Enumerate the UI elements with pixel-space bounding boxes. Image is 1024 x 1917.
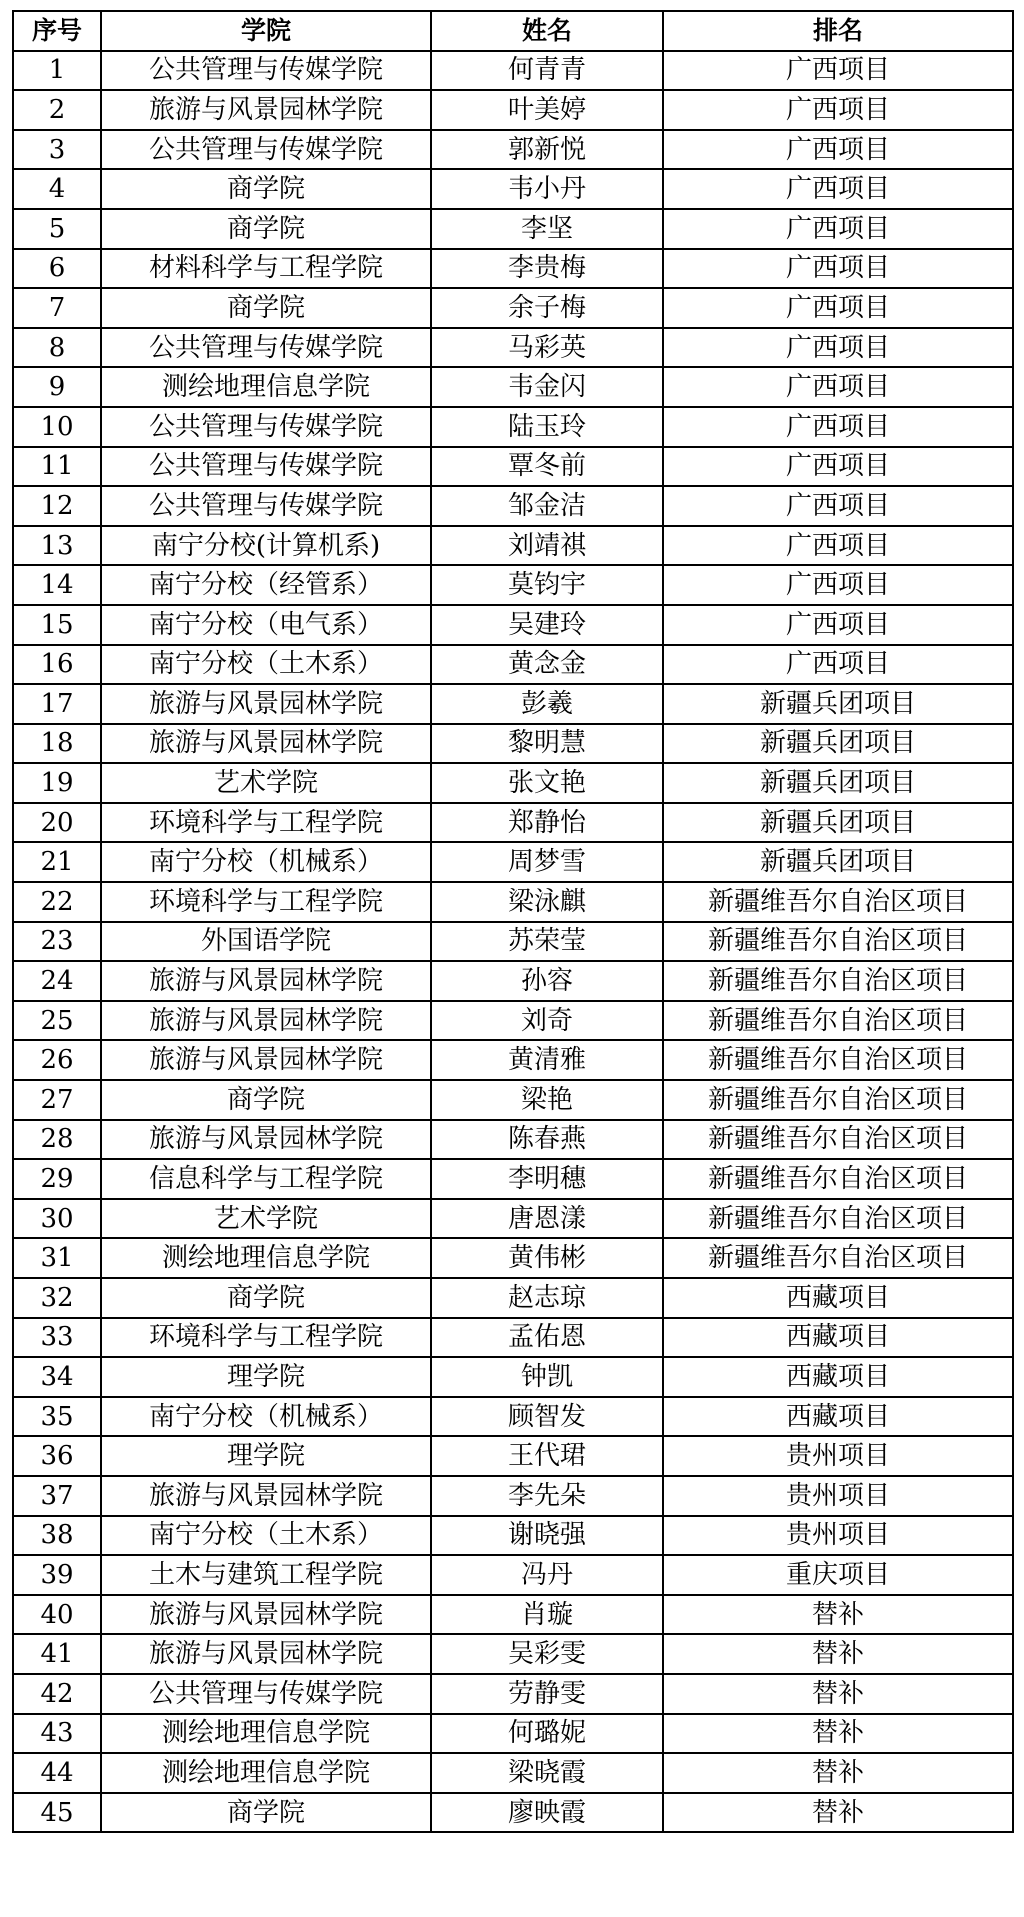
header-row (13, 11, 1013, 51)
cell-index: 5 (13, 209, 101, 249)
cell-index: 7 (13, 288, 101, 328)
table-row (13, 1238, 1013, 1278)
cell-index: 4 (13, 169, 101, 209)
cell-college: 旅游与风景园林学院 (101, 961, 431, 1001)
cell-name: 唐恩漾 (431, 1199, 663, 1239)
cell-college: 公共管理与传媒学院 (101, 486, 431, 526)
cell-name: 李先朵 (431, 1476, 663, 1516)
cell-index: 19 (13, 763, 101, 803)
cell-index: 21 (13, 842, 101, 882)
cell-index: 14 (13, 565, 101, 605)
table-row (13, 1199, 1013, 1239)
cell-name: 劳静雯 (431, 1674, 663, 1714)
cell-name: 黄伟彬 (431, 1238, 663, 1278)
table-row (13, 1674, 1013, 1714)
table-row (13, 1714, 1013, 1754)
cell-college: 商学院 (101, 1793, 431, 1833)
cell-index: 22 (13, 882, 101, 922)
cell-college: 旅游与风景园林学院 (101, 1040, 431, 1080)
cell-name: 郭新悦 (431, 130, 663, 170)
cell-index: 6 (13, 249, 101, 289)
cell-name: 谢晓强 (431, 1516, 663, 1556)
table-row (13, 367, 1013, 407)
cell-college: 公共管理与传媒学院 (101, 130, 431, 170)
cell-name: 莫钧宇 (431, 565, 663, 605)
table-row (13, 447, 1013, 487)
cell-index: 28 (13, 1120, 101, 1160)
table-row (13, 1040, 1013, 1080)
cell-college: 外国语学院 (101, 922, 431, 962)
table-row (13, 1080, 1013, 1120)
cell-rank: 广西项目 (663, 249, 1013, 289)
cell-name: 周梦雪 (431, 842, 663, 882)
cell-name: 孟佑恩 (431, 1318, 663, 1358)
table-row (13, 763, 1013, 803)
cell-name: 余子梅 (431, 288, 663, 328)
cell-index: 13 (13, 526, 101, 566)
cell-name: 梁艳 (431, 1080, 663, 1120)
cell-rank: 新疆兵团项目 (663, 684, 1013, 724)
cell-name: 赵志琼 (431, 1278, 663, 1318)
cell-rank: 西藏项目 (663, 1397, 1013, 1437)
table-row (13, 209, 1013, 249)
cell-name: 陈春燕 (431, 1120, 663, 1160)
cell-college: 信息科学与工程学院 (101, 1159, 431, 1199)
table-row (13, 1595, 1013, 1635)
roster-table (12, 10, 1014, 1833)
cell-college: 艺术学院 (101, 763, 431, 803)
cell-name: 张文艳 (431, 763, 663, 803)
cell-rank: 广西项目 (663, 407, 1013, 447)
cell-index: 23 (13, 922, 101, 962)
cell-rank: 西藏项目 (663, 1318, 1013, 1358)
cell-rank: 新疆维吾尔自治区项目 (663, 1001, 1013, 1041)
cell-name: 黄清雅 (431, 1040, 663, 1080)
cell-name: 覃冬前 (431, 447, 663, 487)
cell-name: 廖映霞 (431, 1793, 663, 1833)
cell-rank: 重庆项目 (663, 1555, 1013, 1595)
cell-college: 南宁分校(计算机系) (101, 526, 431, 566)
cell-rank: 广西项目 (663, 169, 1013, 209)
cell-college: 南宁分校（土木系） (101, 645, 431, 685)
cell-name: 李坚 (431, 209, 663, 249)
table-row (13, 922, 1013, 962)
cell-college: 南宁分校（机械系） (101, 1397, 431, 1437)
cell-index: 45 (13, 1793, 101, 1833)
cell-index: 17 (13, 684, 101, 724)
cell-college: 南宁分校（土木系） (101, 1516, 431, 1556)
cell-rank: 广西项目 (663, 367, 1013, 407)
table-row (13, 1357, 1013, 1397)
cell-index: 41 (13, 1634, 101, 1674)
cell-name: 梁晓霞 (431, 1753, 663, 1793)
cell-index: 3 (13, 130, 101, 170)
cell-college: 公共管理与传媒学院 (101, 328, 431, 368)
cell-rank: 广西项目 (663, 605, 1013, 645)
cell-index: 38 (13, 1516, 101, 1556)
cell-college: 理学院 (101, 1436, 431, 1476)
table-row (13, 526, 1013, 566)
cell-college: 旅游与风景园林学院 (101, 724, 431, 764)
cell-rank: 广西项目 (663, 209, 1013, 249)
cell-college: 商学院 (101, 209, 431, 249)
cell-rank: 广西项目 (663, 565, 1013, 605)
cell-index: 12 (13, 486, 101, 526)
cell-rank: 广西项目 (663, 526, 1013, 566)
table-row (13, 645, 1013, 685)
cell-college: 旅游与风景园林学院 (101, 1595, 431, 1635)
cell-college: 测绘地理信息学院 (101, 1753, 431, 1793)
cell-college: 环境科学与工程学院 (101, 803, 431, 843)
cell-name: 郑静怡 (431, 803, 663, 843)
cell-name: 梁泳麒 (431, 882, 663, 922)
cell-index: 11 (13, 447, 101, 487)
cell-rank: 新疆维吾尔自治区项目 (663, 922, 1013, 962)
cell-index: 2 (13, 90, 101, 130)
cell-index: 20 (13, 803, 101, 843)
cell-name: 彭羲 (431, 684, 663, 724)
cell-college: 公共管理与传媒学院 (101, 1674, 431, 1714)
cell-index: 37 (13, 1476, 101, 1516)
table-row (13, 1120, 1013, 1160)
table-header (13, 11, 1013, 51)
cell-name: 吴彩雯 (431, 1634, 663, 1674)
cell-name: 钟凯 (431, 1357, 663, 1397)
table-row (13, 1555, 1013, 1595)
cell-college: 旅游与风景园林学院 (101, 1001, 431, 1041)
cell-rank: 西藏项目 (663, 1357, 1013, 1397)
cell-index: 39 (13, 1555, 101, 1595)
cell-index: 25 (13, 1001, 101, 1041)
cell-name: 陆玉玲 (431, 407, 663, 447)
table-row (13, 90, 1013, 130)
cell-name: 王代珺 (431, 1436, 663, 1476)
table-row (13, 882, 1013, 922)
table-row (13, 249, 1013, 289)
cell-index: 26 (13, 1040, 101, 1080)
header-index: 序号 (13, 11, 101, 51)
table-row (13, 961, 1013, 1001)
cell-name: 黎明慧 (431, 724, 663, 764)
cell-rank: 新疆维吾尔自治区项目 (663, 1238, 1013, 1278)
table-row (13, 1159, 1013, 1199)
cell-rank: 替补 (663, 1595, 1013, 1635)
cell-college: 南宁分校（电气系） (101, 605, 431, 645)
cell-index: 18 (13, 724, 101, 764)
table-row (13, 684, 1013, 724)
table-row (13, 1001, 1013, 1041)
cell-college: 商学院 (101, 288, 431, 328)
cell-index: 30 (13, 1199, 101, 1239)
cell-college: 测绘地理信息学院 (101, 1714, 431, 1754)
cell-index: 34 (13, 1357, 101, 1397)
cell-index: 27 (13, 1080, 101, 1120)
cell-index: 15 (13, 605, 101, 645)
cell-college: 材料科学与工程学院 (101, 249, 431, 289)
cell-college: 环境科学与工程学院 (101, 882, 431, 922)
cell-rank: 替补 (663, 1634, 1013, 1674)
cell-college: 测绘地理信息学院 (101, 1238, 431, 1278)
table-row (13, 1793, 1013, 1833)
cell-rank: 新疆维吾尔自治区项目 (663, 1040, 1013, 1080)
cell-rank: 贵州项目 (663, 1516, 1013, 1556)
cell-rank: 新疆兵团项目 (663, 803, 1013, 843)
cell-name: 苏荣莹 (431, 922, 663, 962)
cell-rank: 广西项目 (663, 645, 1013, 685)
cell-name: 叶美婷 (431, 90, 663, 130)
cell-college: 旅游与风景园林学院 (101, 1120, 431, 1160)
cell-rank: 新疆维吾尔自治区项目 (663, 1159, 1013, 1199)
cell-name: 刘靖祺 (431, 526, 663, 566)
cell-rank: 西藏项目 (663, 1278, 1013, 1318)
cell-rank: 新疆维吾尔自治区项目 (663, 882, 1013, 922)
roster-sheet (12, 10, 1014, 1833)
cell-rank: 替补 (663, 1793, 1013, 1833)
cell-rank: 广西项目 (663, 486, 1013, 526)
cell-college: 公共管理与传媒学院 (101, 447, 431, 487)
cell-college: 土木与建筑工程学院 (101, 1555, 431, 1595)
cell-college: 公共管理与传媒学院 (101, 51, 431, 91)
cell-index: 36 (13, 1436, 101, 1476)
cell-rank: 广西项目 (663, 328, 1013, 368)
cell-index: 1 (13, 51, 101, 91)
header-name: 姓名 (431, 11, 663, 51)
table-row (13, 1476, 1013, 1516)
table-row (13, 51, 1013, 91)
cell-name: 何璐妮 (431, 1714, 663, 1754)
cell-index: 44 (13, 1753, 101, 1793)
cell-index: 29 (13, 1159, 101, 1199)
cell-college: 理学院 (101, 1357, 431, 1397)
cell-college: 测绘地理信息学院 (101, 367, 431, 407)
table-row (13, 724, 1013, 764)
cell-name: 韦小丹 (431, 169, 663, 209)
table-row (13, 605, 1013, 645)
cell-name: 韦金闪 (431, 367, 663, 407)
table-row (13, 565, 1013, 605)
cell-college: 商学院 (101, 1278, 431, 1318)
cell-index: 33 (13, 1318, 101, 1358)
cell-rank: 新疆维吾尔自治区项目 (663, 961, 1013, 1001)
cell-index: 24 (13, 961, 101, 1001)
cell-name: 李明穗 (431, 1159, 663, 1199)
header-rank: 排名 (663, 11, 1013, 51)
table-row (13, 1634, 1013, 1674)
table-body (13, 51, 1013, 1833)
cell-index: 31 (13, 1238, 101, 1278)
table-row (13, 1436, 1013, 1476)
cell-rank: 贵州项目 (663, 1436, 1013, 1476)
cell-name: 马彩英 (431, 328, 663, 368)
table-row (13, 1278, 1013, 1318)
cell-rank: 广西项目 (663, 130, 1013, 170)
table-row (13, 842, 1013, 882)
cell-name: 邹金洁 (431, 486, 663, 526)
cell-college: 旅游与风景园林学院 (101, 684, 431, 724)
cell-college: 南宁分校（机械系） (101, 842, 431, 882)
header-college: 学院 (101, 11, 431, 51)
cell-index: 43 (13, 1714, 101, 1754)
cell-index: 9 (13, 367, 101, 407)
table-row (13, 486, 1013, 526)
cell-rank: 广西项目 (663, 447, 1013, 487)
cell-college: 环境科学与工程学院 (101, 1318, 431, 1358)
cell-rank: 新疆维吾尔自治区项目 (663, 1199, 1013, 1239)
cell-index: 16 (13, 645, 101, 685)
cell-index: 32 (13, 1278, 101, 1318)
cell-index: 40 (13, 1595, 101, 1635)
cell-name: 黄念金 (431, 645, 663, 685)
table-row (13, 407, 1013, 447)
cell-index: 10 (13, 407, 101, 447)
cell-rank: 广西项目 (663, 51, 1013, 91)
cell-rank: 新疆维吾尔自治区项目 (663, 1120, 1013, 1160)
cell-rank: 替补 (663, 1753, 1013, 1793)
cell-name: 刘奇 (431, 1001, 663, 1041)
table-row (13, 328, 1013, 368)
cell-name: 李贵梅 (431, 249, 663, 289)
table-row (13, 803, 1013, 843)
cell-name: 孙容 (431, 961, 663, 1001)
cell-name: 肖璇 (431, 1595, 663, 1635)
cell-college: 商学院 (101, 1080, 431, 1120)
cell-rank: 新疆维吾尔自治区项目 (663, 1080, 1013, 1120)
cell-rank: 新疆兵团项目 (663, 842, 1013, 882)
cell-index: 35 (13, 1397, 101, 1437)
table-row (13, 130, 1013, 170)
cell-name: 何青青 (431, 51, 663, 91)
cell-college: 公共管理与传媒学院 (101, 407, 431, 447)
cell-college: 艺术学院 (101, 1199, 431, 1239)
cell-rank: 新疆兵团项目 (663, 763, 1013, 803)
table-row (13, 288, 1013, 328)
cell-name: 冯丹 (431, 1555, 663, 1595)
cell-college: 商学院 (101, 169, 431, 209)
cell-college: 旅游与风景园林学院 (101, 1634, 431, 1674)
cell-rank: 贵州项目 (663, 1476, 1013, 1516)
cell-college: 南宁分校（经管系） (101, 565, 431, 605)
cell-rank: 广西项目 (663, 90, 1013, 130)
cell-rank: 替补 (663, 1714, 1013, 1754)
cell-index: 8 (13, 328, 101, 368)
table-row (13, 169, 1013, 209)
cell-rank: 广西项目 (663, 288, 1013, 328)
cell-rank: 替补 (663, 1674, 1013, 1714)
cell-rank: 新疆兵团项目 (663, 724, 1013, 764)
table-row (13, 1516, 1013, 1556)
cell-college: 旅游与风景园林学院 (101, 90, 431, 130)
cell-name: 吴建玲 (431, 605, 663, 645)
cell-college: 旅游与风景园林学院 (101, 1476, 431, 1516)
cell-index: 42 (13, 1674, 101, 1714)
table-row (13, 1397, 1013, 1437)
table-row (13, 1318, 1013, 1358)
cell-name: 顾智发 (431, 1397, 663, 1437)
table-row (13, 1753, 1013, 1793)
